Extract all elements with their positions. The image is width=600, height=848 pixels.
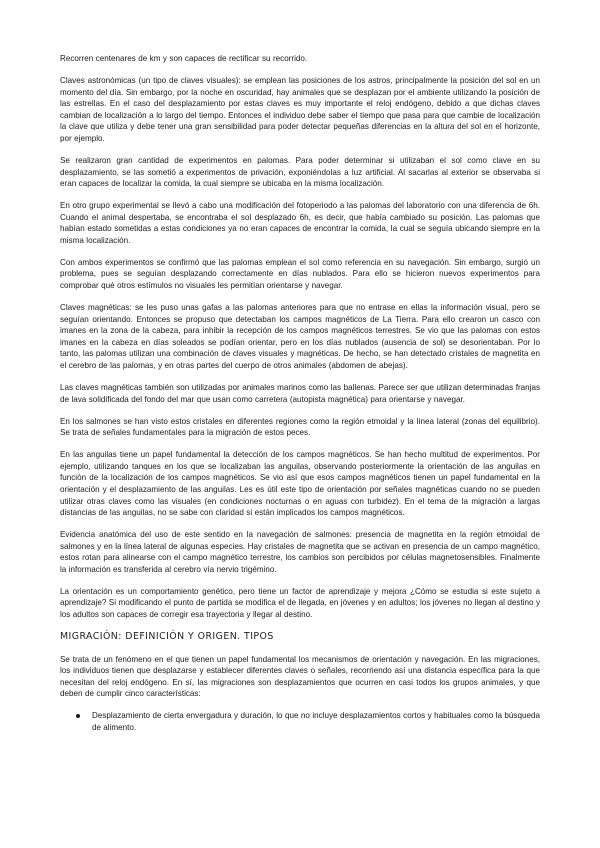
paragraph-confirmation: Con ambos experimentos se confirmó que las palomas emplean el sol como referencia en su navegación. Sin embargo, surgió un problema, pues se seguían desplazando correctamente en días nublados. Para ello se hicieron nuevos experimentos para comprobar qué otros estímulos no visuales les permitían orientarse y navegar. [60,257,540,291]
paragraph-photoperiod: En otro grupo experimental se llevó a cabo una modificación del fotoperiodo a las palomas del laboratorio con una diferencia de 6h. Cuando el animal despertaba, se encontraba el sol desplazado 6h, es decir, que había cambiado su posición. Las palomas que habían estado sometidas a estas condiciones ya no eran capaces de encontrar la comida, la cual se seguía ubicando siempre en la misma localización. [60,201,540,245]
paragraph-anatomical-evidence: Evidencia anatómica del uso de este sentido en la navegación de salmones: presencia de magnetita en la región etmoidal de salmones y en la línea lateral de algunas especies. Hay cristales de magnetita que se activan en presencia de un campo magnético, estos rotan para alinearse con el campo magnético terrestre, los cambios son percibidos por células magnetosensibles. Finalmente la información es transferida al cerebro vía nervio trigémino. [60,530,540,574]
paragraph-eels: En las anguilas tiene un papel fundamental la detección de los campos magnéticos. Se han hecho multitud de experimentos. Por ejemplo, utilizando tanques en los que se localizaban las anguilas, observando posteriormente la orientación de las anguilas en función de la localización de los campos magnéticos. Se vio así que esos campos magnéticos tienen un papel fundamental en la orientación y el desplazamiento de las anguilas. Les es útil este tipo de orientación por señales magnéticas cuando no se pueden utilizar otras claves como las visuales (en condiciones nocturnas o en aguas con turbidez). En el tema de la migración a largas distancias de las anguilas, no se sabe con claridad si están implicados los campos magnéticos. [60,450,540,518]
section-heading: MIGRACIÓN: DEFINICIÓN Y ORIGEN. TIPOS [60,631,274,643]
paragraph-whales: Las claves magnéticas también son utilizadas por animales marinos como las ballenas. Parece ser que utilizan determinadas franjas de lava solidificada del fondo del mar que usan como carretera (autopista magnética) para orientarse y navegar. [60,383,540,404]
paragraph-salmon: En los salmones se han visto estos cristales en diferentes regiones como la región etmoidal y la línea lateral (zonas del equilibrio). Se trata de señales fundamentales para la migración de estos peces. [60,416,540,438]
paragraph-orientation-learning: La orientación es un comportamiento genético, pero tiene un factor de aprendizaje y mejora ¿Cómo se estudia si este sujeto a aprendizaje? Si modificando el punto de partida se modifica el de llegada, en jóvenes y en adultos; los jóvenes no llegan al destino y los adultos son capaces de corregir esa trayectoria y llegar al destino. [60,586,540,620]
paragraph-intro: Recorren centenares de km y son capaces de rectificar su recorrido. [60,54,308,63]
bullet-icon [76,714,80,718]
paragraph-magnetic-cues: Claves magnéticas: se les puso unas gafas a las palomas anteriores para que no entrase en ellas la información visual, pero se seguían orientando. Entonces se propuso que detectaban los campos magnéticos de La Tierra. Para ello crearon un casco con imanes en la zona de la cabeza, para inhibir la recepción de los campos magnéticos terrestres. Se vio que las palomas con estos imanes en la cabeza en días soleados se podían orientar, pero en los días nublados (ausencia de sol) se desorientaban. Por lo tanto, las palomas utilizan una combinación de claves visuales y magnéticas. De hecho, se han detectado cristales de magnetita en el cerebro de las palomas, y en otras partes del cuerpo de otros animales (abdomen de abejas). [60,303,540,371]
list-item [60,710,540,733]
document-page [60,53,540,734]
list-item-text: Desplazamiento de cierta envergadura y duración, lo que no incluye desplazamientos cortos y habituales como la búsqueda de alimento. [92,711,540,732]
paragraph-pigeon-experiments: Se realizaron gran cantidad de experimentos en palomas. Para poder determinar si utilizaban el sol como clave en su desplazamiento, se las sometió a experimentos de privación, exponiéndolas a luz artificial. Al sacarlas al exterior se observaba si eran capaces de localizar la comida, la cual siempre se ubicaba en la misma localización. [60,155,540,189]
paragraph-migration-definition: Se trata de un fenómeno en el que tienen un papel fundamental los mecanismos de orientación y navegación. En las migraciones, los individuos tienen que desplazarse y establecer diferentes claves o señales, recorriendo así una distancia específica para la que necesitan del reloj endógeno. En sí, las migraciones son desplazamientos que ocurren en casi todos los grupos animales, y que deben de cumplir cinco características: [60,654,540,699]
characteristics-list [60,710,540,733]
paragraph-astronomical-cues: Claves astronómicas (un tipo de claves visuales): se emplean las posiciones de los astros, principalmente la posición del sol en un momento del día. Sin embargo, por la noche en oscuridad, hay animales que se desplazan por el ambiente utilizando la posición de las estrellas. En el caso del desplazamiento por estas claves es muy importante el reloj endógeno, debido a que dichas claves cambian de localización a lo largo del tiempo. Entonces el individuo debe saber el tiempo que pasa para que cambie de localización la clave que utiliza y debe tener una gran sensibilidad para poder detectar pequeñas diferencias en la altura del sol en el horizonte, por ejemplo. [60,75,540,143]
